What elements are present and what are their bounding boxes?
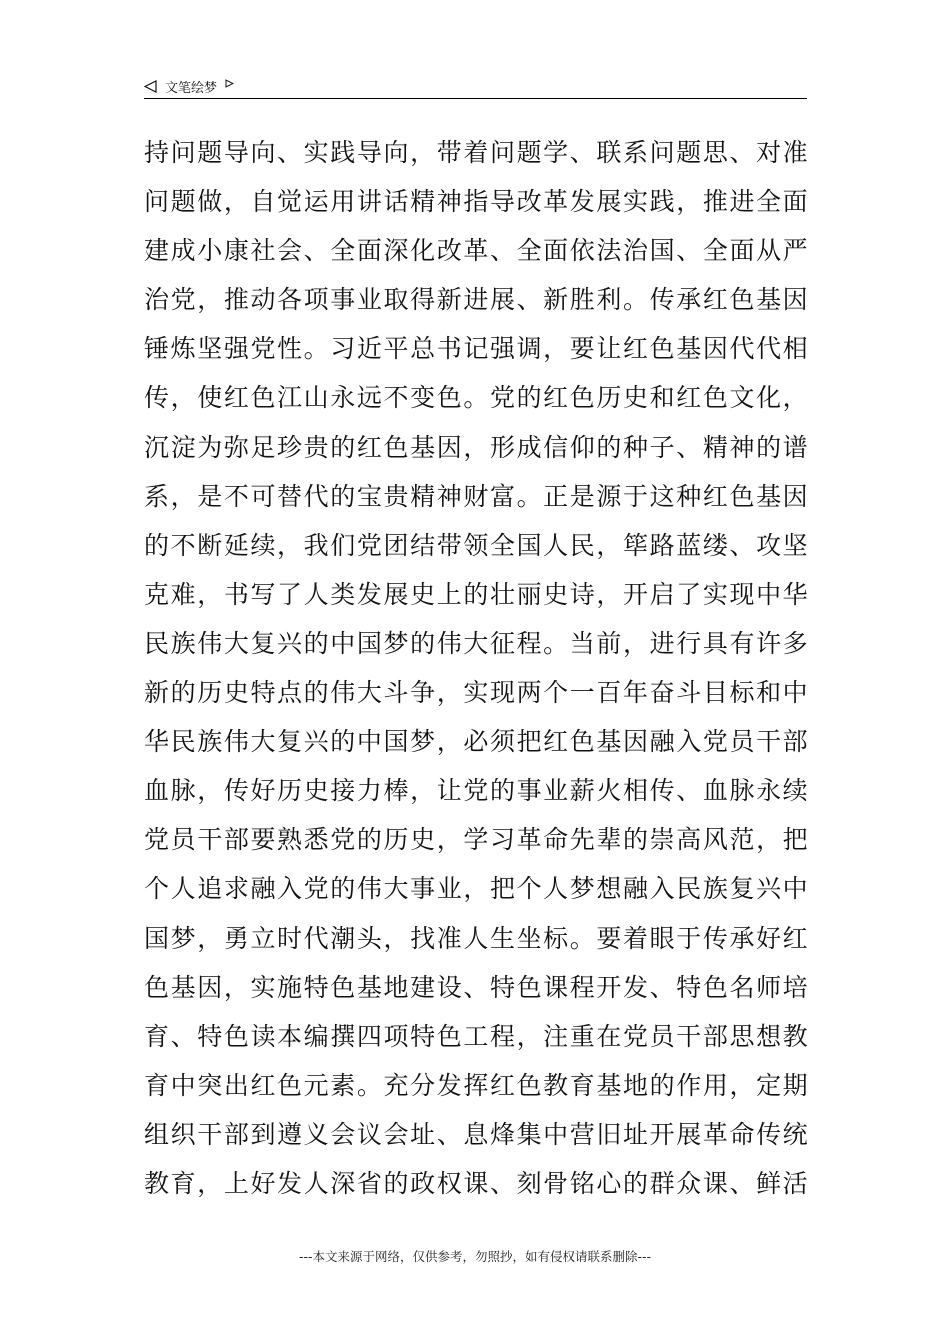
text-line: 育、特色读本编撰四项特色工程，注重在党员干部思想教 [144,1021,808,1051]
page-header [144,74,807,99]
text-line: 组织干部到遵义会议会址、息烽集中营旧址开展革命传统 [144,1119,808,1149]
text-line: 个人追求融入党的伟大事业，把个人梦想融入民族复兴中 [144,874,808,904]
text-line: 民族伟大复兴的中国梦的伟大征程。当前，进行具有许多 [144,628,808,658]
text-line: 建成小康社会、全面深化改革、全面依法治国、全面从严 [144,236,808,266]
text-line: 问题做，自觉运用讲话精神指导改革发展实践，推进全面 [144,187,808,217]
triangle-left-icon [144,80,157,93]
text-line: 教育，上好发人深省的政权课、刻骨铭心的群众课、鲜活 [144,1168,808,1198]
text-line: 传，使红色江山永远不变色。党的红色历史和红色文化， [144,383,808,413]
text-line: 治党，推动各项事业取得新进展、新胜利。传承红色基因 [144,285,808,315]
text-line: 育中突出红色元素。充分发挥红色教育基地的作用，定期 [144,1070,808,1100]
text-line: 新的历史特点的伟大斗争，实现两个一百年奋斗目标和中 [144,678,808,708]
text-line: 沉淀为弥足珍贵的红色基因，形成信仰的种子、精神的谱 [144,432,808,462]
page-footer: ---本文来源于网络，仅供参考，勿照抄，如有侵权请联系删除--- [298,1249,652,1264]
text-line: 系，是不可替代的宝贵精神财富。正是源于这种红色基因 [144,481,808,511]
text-line: 锤炼坚强党性。习近平总书记强调，要让红色基因代代相 [144,334,808,364]
text-line: 国梦，勇立时代潮头，找准人生坐标。要着眼于传承好红 [144,923,808,953]
text-line: 的不断延续，我们党团结带领全国人民，筚路蓝缕、攻坚 [144,530,808,560]
text-line: 色基因，实施特色基地建设、特色课程开发、特色名师培 [144,972,808,1002]
text-line: 血脉，传好历史接力棒，让党的事业薪火相传、血脉永续 [144,776,808,806]
text-line: 持问题导向、实践导向，带着问题学、联系问题思、对准 [144,138,808,167]
text-line: 华民族伟大复兴的中国梦，必须把红色基因融入党员干部 [144,727,808,757]
text-line: 克难，书写了人类发展史上的壮丽史诗，开启了实现中华 [144,579,808,609]
header-title: 文笔绘梦 [165,80,218,96]
text-line: 党员干部要熟悉党的历史，学习革命先辈的崇高风范，把 [144,825,808,855]
document-body [144,128,808,1208]
triangle-right-icon [225,79,234,88]
